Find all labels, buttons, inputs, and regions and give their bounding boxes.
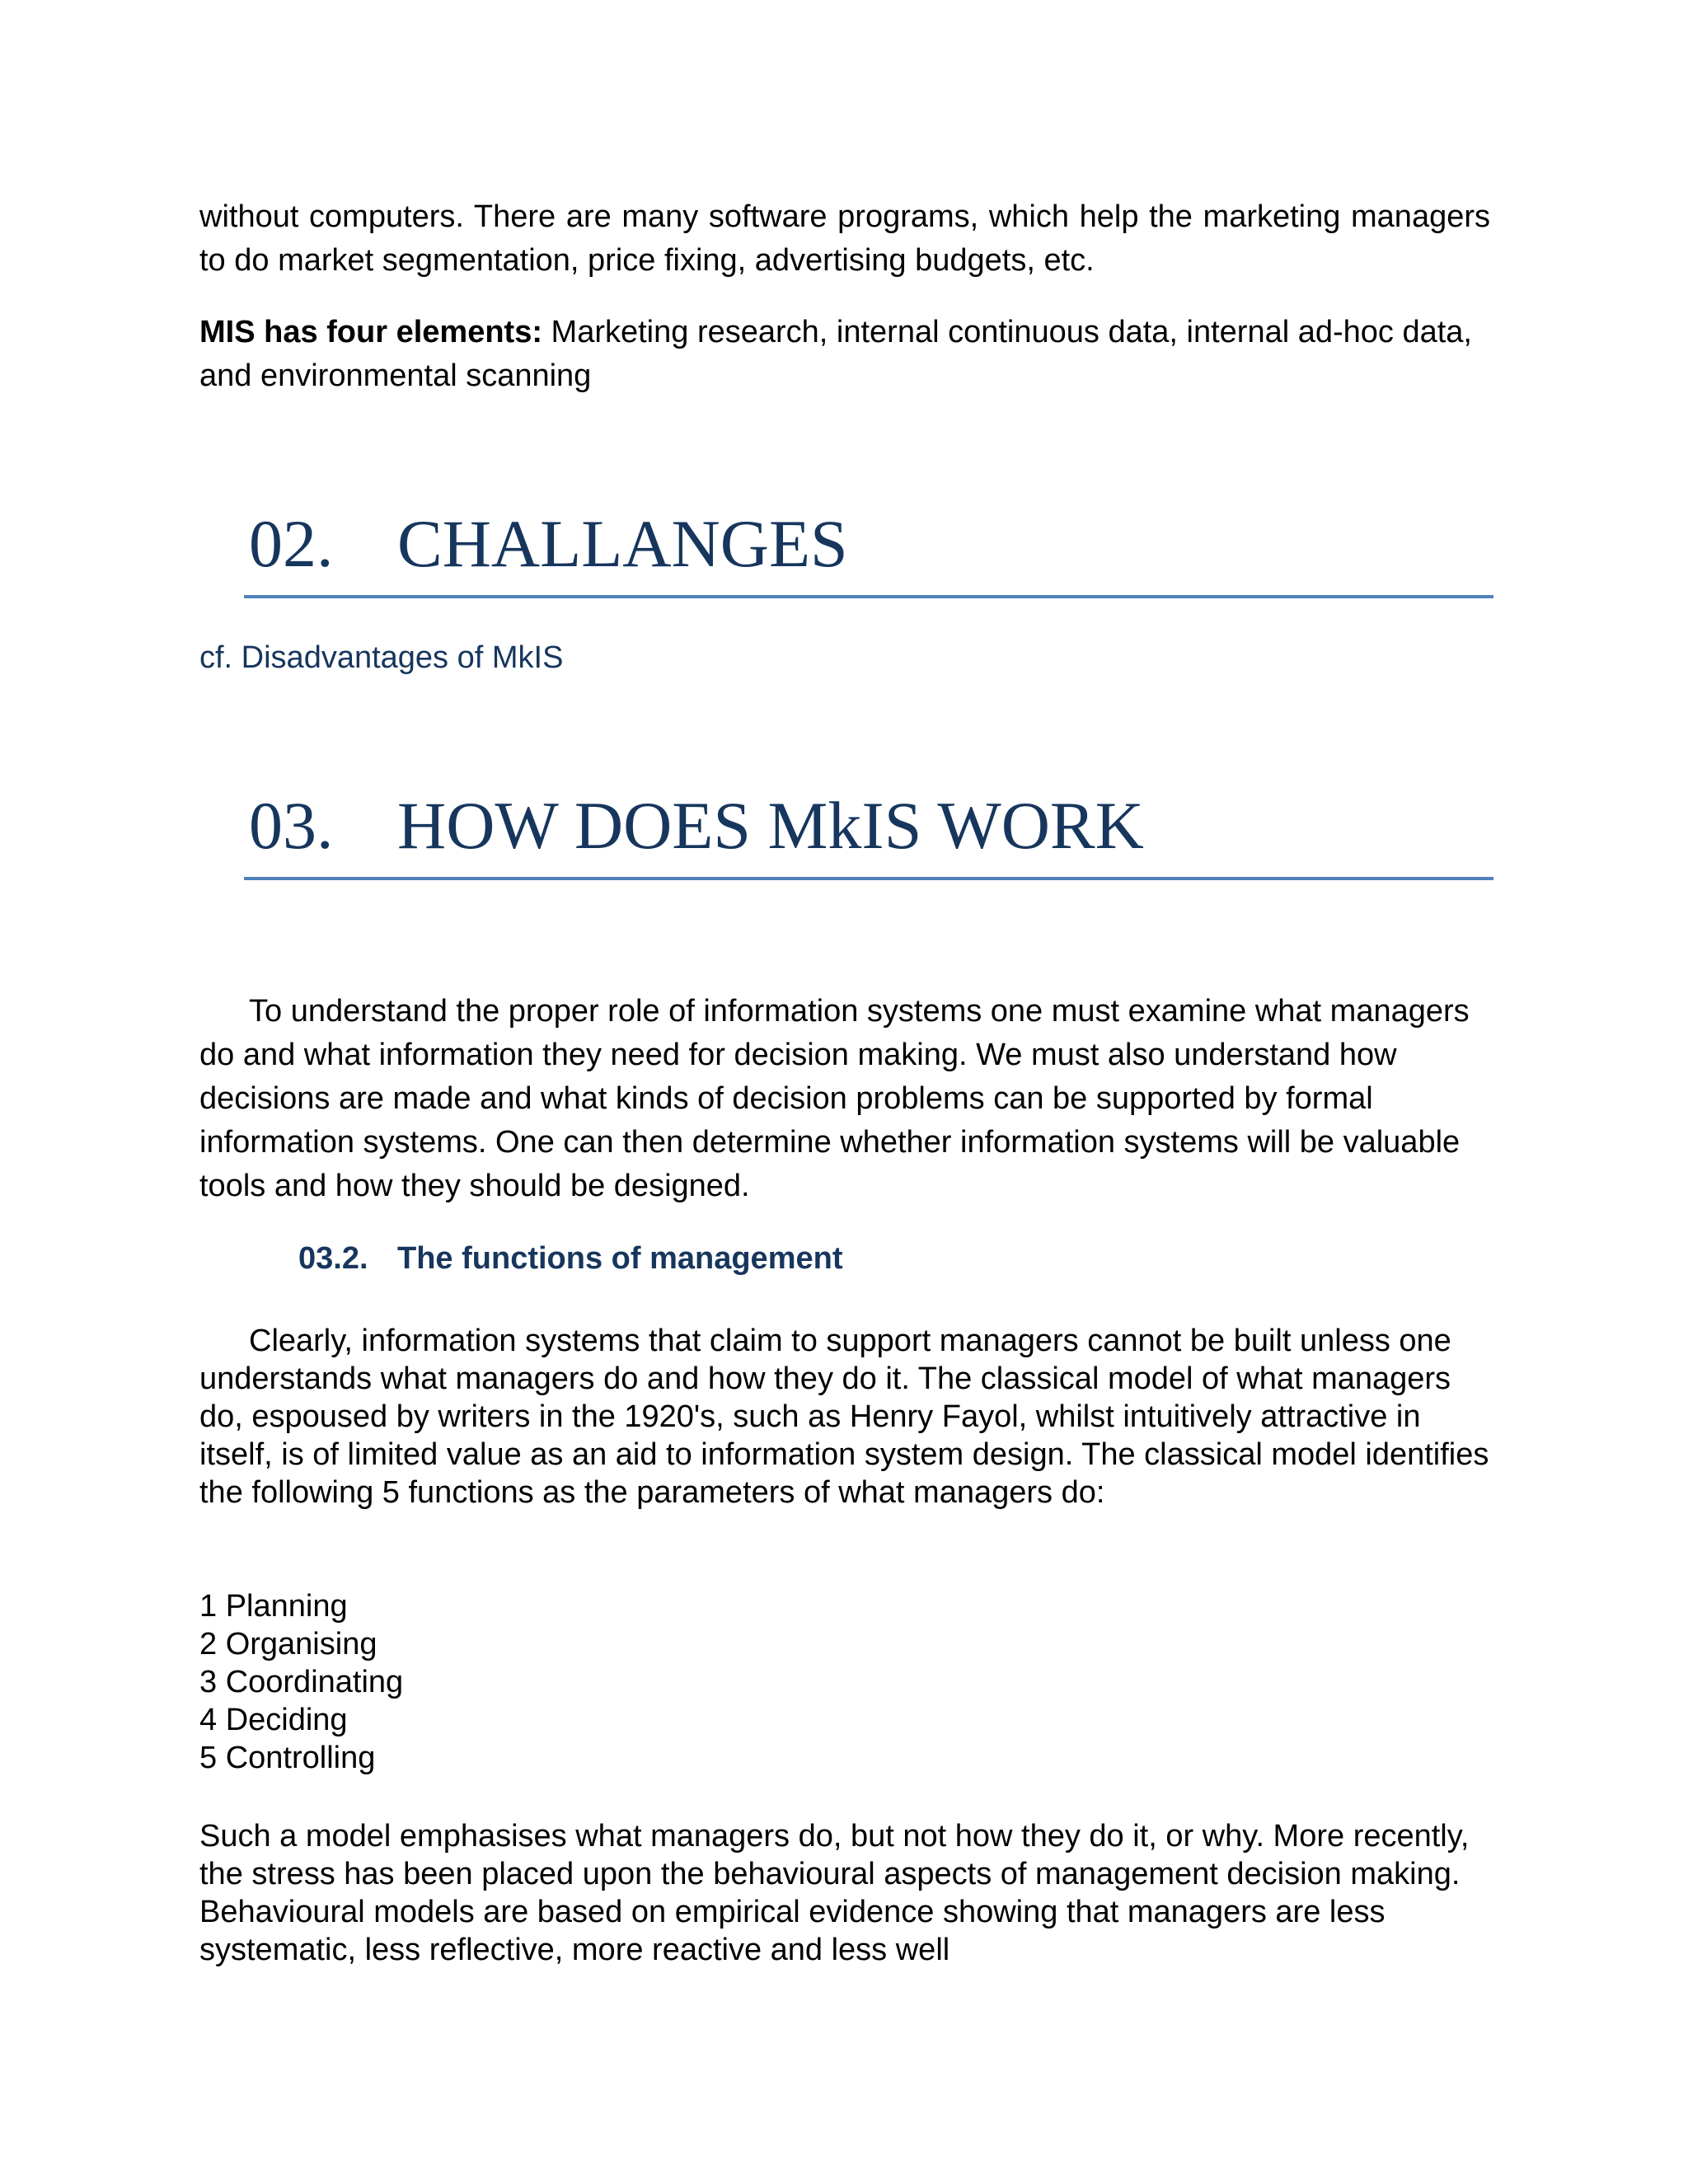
subsection-title: The functions of management <box>397 1241 843 1276</box>
mkis-work-text: To understand the proper role of information systems one must examine what managers do and what information they need for decision making. We must also understand how decisions are made and what kinds of decision problems can be supported by formal information systems. One can then determine whether information systems will be valuable tools and how they should be designed. <box>199 994 1470 1203</box>
subsection-heading-functions <box>298 1238 1452 1279</box>
list-item: 5 Controlling <box>199 1741 376 1775</box>
section-title: CHALLANGES <box>397 506 848 581</box>
list-item: 4 Deciding <box>199 1703 348 1737</box>
intro-paragraph: without computers. There are many software programs, which help the marketing managers to do market segmentation, price fixing, advertising budgets, etc. <box>199 199 1490 278</box>
list-item: 3 Coordinating <box>199 1665 404 1699</box>
mis-elements-text: Marketing research, internal continuous data, internal ad-hoc data, and environmental scanning <box>199 315 1472 393</box>
functions-text: Clearly, information systems that claim to support managers cannot be built unless one understands what managers do and how they do it. The classical model of what managers do, espoused by writers in the 1920's, such as Henry Fayol, whilst intuitively attractive in itself, is of limited value as an aid to information system design. The classical model identifies the following 5 functions as the parameters of what managers do: <box>199 1324 1489 1510</box>
functions-list <box>199 1587 1024 1777</box>
list-item: 2 Organising <box>199 1627 377 1661</box>
closing-paragraph: Such a model emphasises what managers do, but not how they do it, or why. More recently, the stress has been placed upon the behavioural aspects of management decision making. Behavioural models are based on empirical evidence showing that managers are less systematic, less reflective, more reactive and less well <box>199 1819 1470 1967</box>
section-number: 03. <box>249 788 334 863</box>
functions-paragraph <box>199 1322 1490 1511</box>
cross-reference: cf. Disadvantages of MkIS <box>199 640 564 675</box>
section-number: 02. <box>249 506 334 581</box>
mis-elements-paragraph <box>199 311 1490 398</box>
section-heading-challanges <box>244 504 1493 598</box>
mkis-work-paragraph <box>199 990 1490 1208</box>
mis-elements-lead: MIS has four elements: <box>199 315 542 349</box>
subsection-number: 03.2. <box>298 1241 368 1276</box>
section-heading-how-does-mkis-work <box>244 786 1493 880</box>
section-title: HOW DOES MkIS WORK <box>397 788 1144 863</box>
list-item: 1 Planning <box>199 1589 348 1624</box>
